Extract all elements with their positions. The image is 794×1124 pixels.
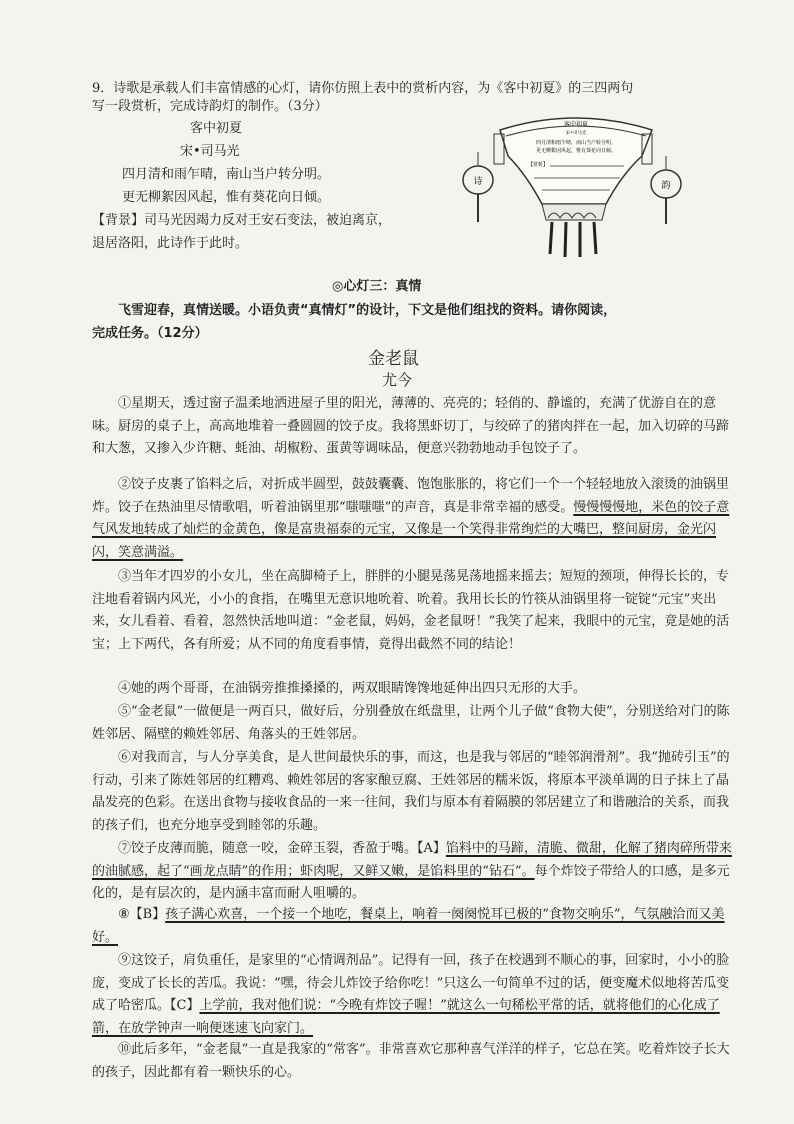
lantern-left-char: 诗 (473, 177, 483, 187)
paragraph-4: ④她的两个哥哥，在油锅旁推推搡搡的，两双眼睛馋馋地延伸出四只无形的大手。 (118, 681, 587, 696)
section-heading: ◎心灯三：真情 (332, 279, 422, 294)
lantern-line-1: 四月清和雨乍晴，南山当户转分明。 (535, 140, 617, 146)
lantern-author: 宋•司马光 (565, 131, 587, 136)
poem-title: 客中初夏 (190, 121, 243, 136)
lantern-title: 客中初夏 (563, 121, 589, 128)
paragraph-1: ①星期天，透过窗子温柔地洒进屋子里的阳光，薄薄的、亮亮的；轻俏的、静谧的，充满了优游自在的意味。厨房的桌子上，高高地堆着一叠圆圆的饺子皮。我将黑虾切丁，与绞碎了的猪肉拌在一起，加入切碎的马蹄和大葱，又掺入少许糖、蚝油、胡椒粉、蛋黄等调味品，便意兴勃勃地动手包饺子了。 (92, 396, 730, 456)
paragraph-7-underlined: 馅料中的马蹄，清脆、微甜，化解了猪肉碎所带来的油腻感，起了“画龙点睛”的作用；虾肉呢，又鲜又嫩，是馅料里的“钻石”。 (92, 841, 732, 879)
paragraph-9 (92, 950, 732, 1040)
paragraph-7-tail: 每个炸饺子带给人的口感，是多元化的，是有层次的，是内涵丰富而耐人咀嚼的。 (92, 863, 730, 901)
paragraph-5: ⑤“金老鼠”一做便是一两百只，做好后，分别叠放在纸盘里，让两个儿子做“食物大使”，分别送给对门的陈姓邻居、隔壁的赖姓邻居、角落头的王姓邻居。 (92, 704, 730, 742)
paragraph-8-marker: ⑧【B】 (118, 907, 166, 922)
lantern-line-2: 更无柳絮因风起，惟有葵花向日倾。 (535, 148, 617, 154)
poem-line-1: 四月清和雨乍晴，南山当户转分明。 (122, 167, 331, 182)
tassel (565, 222, 566, 257)
lantern-right-char: 韵 (661, 181, 671, 191)
paragraph-7 (92, 838, 732, 906)
article-author: 尤今 (382, 371, 413, 389)
poem-author: 宋•司马光 (180, 144, 240, 159)
section-intro-line1: 飞雪迎春，真情送暖。小语负责“真情灯”的设计，下文是他们组找的资料。请你阅读， (118, 303, 617, 318)
article-title: 金老鼠 (368, 349, 419, 369)
poem-line-2: 更无柳絮因风起，惟有葵花向日倾。 (122, 190, 331, 205)
paragraph-3: ③当年才四岁的小女儿，坐在高脚椅子上，胖胖的小腿晃荡晃荡地摇来摇去；短短的颈项，伸得长长的，专注地看着锅内风光，小小的食指，在嘴里无意识地吮着、吮着。我用长长的竹筷从油锅里将一锭锭“元宝”夹出来，女儿看着、看着，忽然快活地叫道：“金老鼠，妈妈，金老鼠呀！”我笑了起来，我眼中的元宝，竟是她的活宝；上下两代，各有所爱；从不同的角度看事情，竟得出截然不同的结论！ (92, 569, 730, 652)
poem-background-line1: 【背景】司马光因竭力反对王安石变法，被迫离京， (92, 213, 392, 228)
tassel (550, 222, 552, 254)
question-9-line1: 9．诗歌是承载人们丰富情感的心灯，请你仿照上表中的赏析内容，为《客中初夏》的三四两句 (92, 81, 634, 96)
paragraph-2-text: ②饺子皮裹了馅料之后，对折成半圆型，鼓鼓囊囊、饱饱胀胀的，将它们一个一个轻轻地放入滚烫的油锅里炸。饺子在热油里尽情歌唱，听着油锅里那“嗤嗤嗤”的声音，真是非常幸福的感受。 (92, 477, 730, 515)
paragraph-8-underlined: 孩子满心欢喜，一个接一个地吃，餐桌上，响着一阕阕悦耳已极的“食物交响乐”，气氛融洽而又美好。 (92, 907, 725, 945)
paragraph-6: ⑥对我而言，与人分享美食，是人世间最快乐的事，而这，也是我与邻居的“睦邻润滑剂”。我“抛砖引玉”的行动，引来了陈姓邻居的红糟鸡、赖姓邻居的客家酿豆腐、王姓邻居的糯米饭，将原本平淡单调的日子抹上了晶晶发亮的色彩。在送出食物与接收食品的一来一往间，我们与原本有着隔膜的邻居建立了和谐融洽的关系，而我的孩子们，也充分地享受到睦邻的乐趣。 (92, 750, 730, 833)
tassel (594, 222, 596, 254)
paragraph-7-text: ⑦饺子皮薄而脆，随意一咬，金碎玉裂，香盈于嘴。【A】 (118, 841, 446, 856)
poem-background-line2: 退居洛阳，此诗作于此时。 (92, 236, 249, 251)
paragraph-9-text: ⑨这饺子，肩负重任，是家里的“心情调剂品”。记得有一回，孩子在校遇到不顺心的事，回家时，小小的脸庞，变成了长长的苦瓜。我说：“嘿，待会儿炸饺子给你吃！”只这么一句简单不过的话，便变魔术似地将苦瓜变成了哈密瓜。【C】 (92, 953, 730, 1013)
fan-lantern-illustration (456, 112, 688, 262)
paragraph-2-underlined: 慢慢慢慢地，米色的饺子意气风发地转成了灿烂的金黄色，像是富贵福泰的元宝，又像是一个笑得非常绚烂的大嘴巴，整间厨房，金光闪闪，笑意满溢。 (92, 499, 730, 560)
lantern-appreciation-label: 【赏析】 (528, 162, 549, 168)
section-intro-line2: 完成任务。（12分） (92, 326, 208, 341)
fan-base (542, 204, 606, 220)
paragraph-8 (92, 904, 732, 949)
paragraph-2 (92, 474, 732, 564)
question-9-line2: 写一段赏析，完成诗韵灯的制作。（3分） (92, 99, 328, 114)
paragraph-9-underlined: 上学前，我对他们说：“今晚有炸饺子喔！”就这么一句稀松平常的话，就将他们的心化成了箭，在放学钟声一响便迷速飞向家门。 (92, 998, 720, 1036)
paragraph-10: ⑩此后多年，“金老鼠”一直是我家的“常客”。非常喜欢它那种喜气洋洋的样子，它总在笑。吃着炸饺子长大的孩子，因此都有着一颗快乐的心。 (92, 1042, 730, 1080)
